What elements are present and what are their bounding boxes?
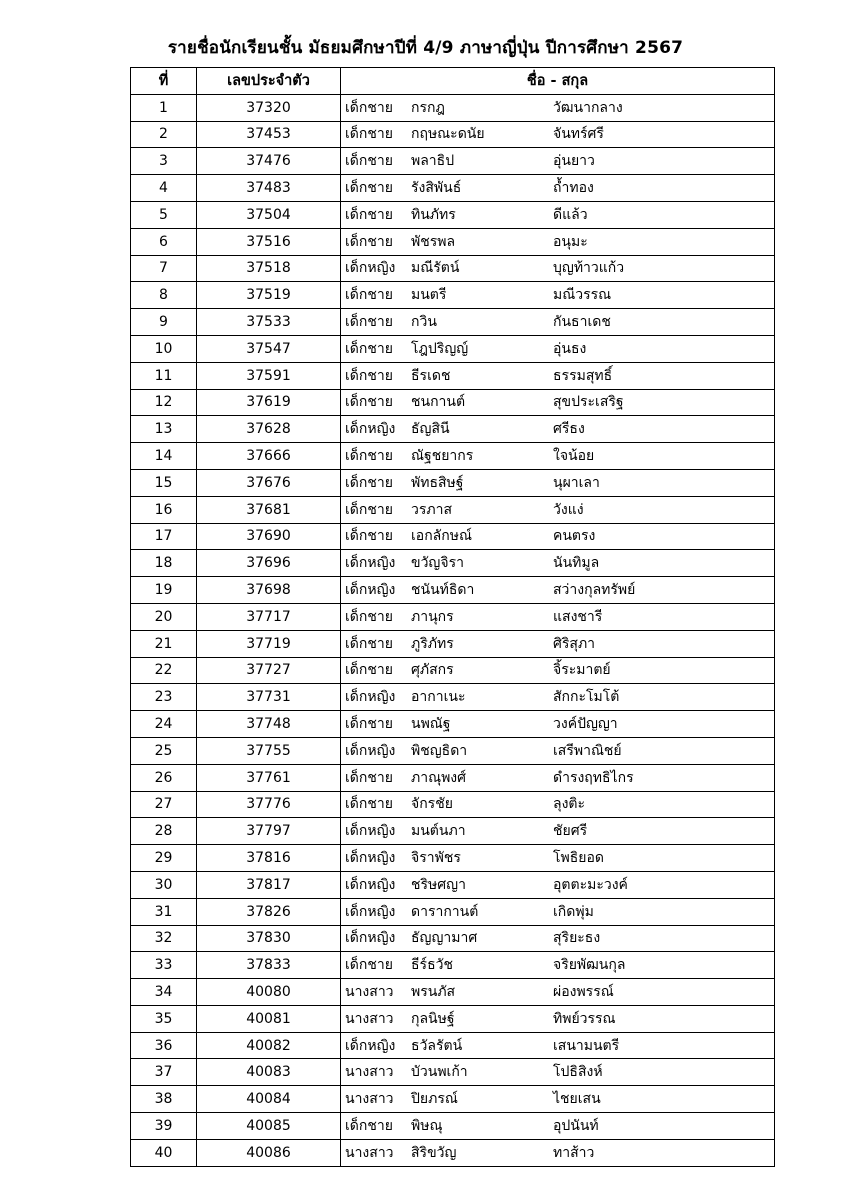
- table-row: [131, 94, 775, 121]
- student-id: 37830: [197, 925, 341, 952]
- name-prefix: เด็กชาย: [345, 474, 393, 491]
- last-name: โปธิสิงห์: [553, 1064, 603, 1081]
- row-number: 20: [131, 603, 197, 630]
- row-number: 22: [131, 657, 197, 684]
- student-full-name: [341, 1005, 775, 1032]
- table-row: [131, 630, 775, 657]
- table-row: [131, 845, 775, 872]
- row-number: 19: [131, 577, 197, 604]
- row-number: 26: [131, 764, 197, 791]
- row-number: 36: [131, 1032, 197, 1059]
- student-id: 37776: [197, 791, 341, 818]
- name-prefix: เด็กชาย: [345, 99, 393, 116]
- first-name: ธีรเดช: [411, 367, 451, 384]
- student-full-name: [341, 898, 775, 925]
- table-row: [131, 898, 775, 925]
- student-id: 37826: [197, 898, 341, 925]
- row-number: 13: [131, 416, 197, 443]
- student-id: 37666: [197, 443, 341, 470]
- last-name: ทิพย์วรรณ: [553, 1010, 616, 1027]
- student-full-name: [341, 603, 775, 630]
- student-full-name: [341, 871, 775, 898]
- first-name: อากาเนะ: [411, 689, 466, 706]
- table-row: [131, 925, 775, 952]
- table-row: [131, 764, 775, 791]
- last-name: สุริยะธง: [553, 930, 601, 947]
- first-name: ภูริภัทร: [411, 635, 454, 652]
- name-prefix: เด็กชาย: [345, 662, 393, 679]
- student-id: 37755: [197, 737, 341, 764]
- row-number: 30: [131, 871, 197, 898]
- last-name: วังแง่: [553, 501, 584, 518]
- last-name: อนุมะ: [553, 233, 588, 250]
- first-name: มนตรี: [411, 287, 447, 304]
- name-prefix: เด็กหญิง: [345, 582, 396, 599]
- name-prefix: นางสาว: [345, 1091, 394, 1108]
- first-name: ธวัลรัตน์: [411, 1037, 463, 1054]
- name-prefix: เด็กชาย: [345, 501, 393, 518]
- student-id: 37817: [197, 871, 341, 898]
- row-number: 7: [131, 255, 197, 282]
- table-row: [131, 309, 775, 336]
- table-row: [131, 523, 775, 550]
- first-name: พิชญธิดา: [411, 742, 468, 759]
- student-id: 37453: [197, 121, 341, 148]
- student-id: 37761: [197, 764, 341, 791]
- first-name: ปิยภรณ์: [411, 1091, 458, 1108]
- student-full-name: [341, 657, 775, 684]
- row-number: 5: [131, 201, 197, 228]
- first-name: จิราพัชร: [411, 850, 461, 866]
- table-row: [131, 952, 775, 979]
- last-name: ดีแล้ว: [553, 206, 588, 223]
- student-full-name: [341, 282, 775, 309]
- student-full-name: [341, 496, 775, 523]
- table-row: [131, 469, 775, 496]
- name-prefix: เด็กชาย: [345, 394, 393, 411]
- table-row: [131, 1113, 775, 1140]
- student-id: 37696: [197, 550, 341, 577]
- student-full-name: [341, 523, 775, 550]
- table-row: [131, 1059, 775, 1086]
- name-prefix: เด็กชาย: [345, 716, 393, 733]
- name-prefix: เด็กชาย: [345, 957, 393, 974]
- name-prefix: เด็กชาย: [345, 287, 393, 304]
- row-number: 39: [131, 1113, 197, 1140]
- name-prefix: เด็กชาย: [345, 340, 393, 357]
- first-name: ณัฐชยากร: [411, 448, 474, 465]
- name-prefix: เด็กชาย: [345, 126, 393, 143]
- last-name: คนตรง: [553, 528, 596, 545]
- last-name: โพธิยอด: [553, 850, 604, 866]
- name-prefix: เด็กหญิง: [345, 876, 396, 893]
- first-name: ขวัญจิรา: [411, 555, 464, 572]
- name-prefix: นางสาว: [345, 1010, 394, 1027]
- student-id: 37719: [197, 630, 341, 657]
- row-number: 31: [131, 898, 197, 925]
- first-name: ธัญญามาศ: [411, 930, 478, 947]
- row-number: 21: [131, 630, 197, 657]
- row-number: 24: [131, 711, 197, 738]
- last-name: ทาส้าว: [553, 1144, 595, 1161]
- student-full-name: [341, 791, 775, 818]
- last-name: เสรีพาณิชย์: [553, 742, 622, 759]
- name-prefix: เด็กชาย: [345, 1117, 393, 1134]
- student-full-name: [341, 737, 775, 764]
- student-full-name: [341, 711, 775, 738]
- name-prefix: เด็กชาย: [345, 153, 393, 170]
- row-number: 23: [131, 684, 197, 711]
- name-prefix: เด็กหญิง: [345, 555, 396, 572]
- last-name: เสนามนตรี: [553, 1037, 620, 1054]
- student-id: 37483: [197, 175, 341, 202]
- last-name: อุตตะมะวงค์: [553, 876, 628, 893]
- table-row: [131, 1139, 775, 1166]
- table-row: [131, 684, 775, 711]
- table-row: [131, 1086, 775, 1113]
- first-name: ทินภัทร: [411, 206, 456, 223]
- student-id: 37504: [197, 201, 341, 228]
- table-row: [131, 121, 775, 148]
- last-name: ไชยเสน: [553, 1091, 601, 1108]
- first-name: พัชรพล: [411, 233, 456, 250]
- last-name: สักกะโมโต้: [553, 689, 620, 706]
- first-name: บัวนพเก้า: [411, 1064, 468, 1081]
- last-name: ผ่องพรรณ์: [553, 983, 614, 1000]
- student-full-name: [341, 684, 775, 711]
- name-prefix: นางสาว: [345, 983, 394, 1000]
- row-number: 29: [131, 845, 197, 872]
- table-row: [131, 443, 775, 470]
- last-name: ลุงติะ: [553, 796, 586, 813]
- first-name: วรภาส: [411, 501, 453, 518]
- last-name: ธรรมสุทธิ์: [553, 367, 613, 384]
- student-id: 37731: [197, 684, 341, 711]
- last-name: สว่างกุลทรัพย์: [553, 582, 636, 599]
- student-id: 37628: [197, 416, 341, 443]
- first-name: พัทธสิษฐ์: [411, 474, 464, 491]
- student-full-name: [341, 1086, 775, 1113]
- student-id: 37681: [197, 496, 341, 523]
- table-row: [131, 228, 775, 255]
- last-name: อุ่นยาว: [553, 153, 595, 170]
- last-name: ถ้ำทอง: [553, 180, 594, 197]
- row-number: 33: [131, 952, 197, 979]
- last-name: บุญท้าวแก้ว: [553, 260, 625, 277]
- first-name: กุลนิษฐ์: [411, 1010, 455, 1027]
- student-id: 40086: [197, 1139, 341, 1166]
- row-number: 18: [131, 550, 197, 577]
- row-number: 3: [131, 148, 197, 175]
- student-full-name: [341, 228, 775, 255]
- last-name: ศิริสุภา: [553, 635, 596, 652]
- student-full-name: [341, 630, 775, 657]
- student-full-name: [341, 818, 775, 845]
- name-prefix: เด็กชาย: [345, 528, 393, 545]
- row-number: 6: [131, 228, 197, 255]
- student-id: 37698: [197, 577, 341, 604]
- first-name: กฤษณะดนัย: [411, 126, 485, 143]
- first-name: ดารากานต์: [411, 903, 479, 920]
- name-prefix: เด็กชาย: [345, 448, 393, 465]
- student-id: 37476: [197, 148, 341, 175]
- student-id: 40085: [197, 1113, 341, 1140]
- row-number: 12: [131, 389, 197, 416]
- student-full-name: [341, 362, 775, 389]
- row-number: 9: [131, 309, 197, 336]
- last-name: ศรีธง: [553, 421, 585, 438]
- first-name: ภาณุพงศ์: [411, 769, 467, 786]
- student-full-name: [341, 121, 775, 148]
- first-name: มณีรัตน์: [411, 260, 460, 277]
- row-number: 27: [131, 791, 197, 818]
- first-name: ชนกานต์: [411, 394, 466, 411]
- first-name: มนต์นภา: [411, 823, 466, 840]
- column-header-student-id: เลขประจำตัว: [197, 68, 341, 95]
- document-title: รายชื่อนักเรียนชั้น มัธยมศึกษาปีที่ 4/9 ภาษาญี่ปุ่น ปีการศึกษา 2567: [167, 38, 684, 58]
- last-name: อุปนันท์: [553, 1117, 599, 1134]
- student-full-name: [341, 469, 775, 496]
- student-full-name: [341, 443, 775, 470]
- student-id: 40080: [197, 979, 341, 1006]
- student-full-name: [341, 389, 775, 416]
- first-name: ศุภัสกร: [411, 662, 454, 679]
- last-name: จันทร์ศรี: [553, 126, 604, 143]
- student-id: 37619: [197, 389, 341, 416]
- table-row: [131, 871, 775, 898]
- row-number: 1: [131, 94, 197, 121]
- first-name: กวิน: [411, 314, 437, 331]
- student-full-name: [341, 550, 775, 577]
- table-row: [131, 175, 775, 202]
- table-row: [131, 550, 775, 577]
- row-number: 16: [131, 496, 197, 523]
- last-name: ดำรงฤทธิไกร: [553, 769, 634, 786]
- name-prefix: เด็กชาย: [345, 796, 393, 813]
- row-number: 10: [131, 335, 197, 362]
- student-id: 40082: [197, 1032, 341, 1059]
- student-full-name: [341, 925, 775, 952]
- row-number: 4: [131, 175, 197, 202]
- student-full-name: [341, 845, 775, 872]
- row-number: 40: [131, 1139, 197, 1166]
- student-id: 37717: [197, 603, 341, 630]
- student-id: 37519: [197, 282, 341, 309]
- name-prefix: เด็กหญิง: [345, 421, 396, 438]
- table-body: [131, 94, 775, 1166]
- row-number: 25: [131, 737, 197, 764]
- table-row: [131, 577, 775, 604]
- student-full-name: [341, 1113, 775, 1140]
- name-prefix: เด็กหญิง: [345, 260, 396, 277]
- student-full-name: [341, 979, 775, 1006]
- student-id: 37833: [197, 952, 341, 979]
- name-prefix: เด็กหญิง: [345, 689, 396, 706]
- last-name: นุผาเลา: [553, 474, 600, 491]
- student-full-name: [341, 764, 775, 791]
- name-prefix: เด็กชาย: [345, 769, 393, 786]
- last-name: อุ่นธง: [553, 340, 587, 357]
- first-name: เอกลักษณ์: [411, 528, 472, 545]
- table-row: [131, 737, 775, 764]
- student-id: 37518: [197, 255, 341, 282]
- table-row: [131, 711, 775, 738]
- name-prefix: เด็กชาย: [345, 180, 393, 197]
- name-prefix: เด็กหญิง: [345, 930, 396, 947]
- student-full-name: [341, 577, 775, 604]
- student-id: 37547: [197, 335, 341, 362]
- table-header-row: [131, 68, 775, 95]
- student-id: 37690: [197, 523, 341, 550]
- last-name: วัฒนากลาง: [553, 99, 623, 116]
- name-prefix: นางสาว: [345, 1144, 394, 1161]
- student-id: 37816: [197, 845, 341, 872]
- last-name: ชัยศรี: [553, 823, 588, 840]
- student-id: 37516: [197, 228, 341, 255]
- student-full-name: [341, 255, 775, 282]
- row-number: 11: [131, 362, 197, 389]
- last-name: มณีวรรณ: [553, 287, 612, 304]
- table-row: [131, 603, 775, 630]
- student-full-name: [341, 309, 775, 336]
- table-row: [131, 389, 775, 416]
- name-prefix: เด็กหญิง: [345, 850, 396, 866]
- first-name: ชนันท์ธิดา: [411, 582, 475, 599]
- first-name: จักรชัย: [411, 796, 453, 813]
- row-number: 28: [131, 818, 197, 845]
- table-row: [131, 979, 775, 1006]
- name-prefix: นางสาว: [345, 1064, 394, 1081]
- student-id: 37320: [197, 94, 341, 121]
- table-row: [131, 148, 775, 175]
- row-number: 34: [131, 979, 197, 1006]
- name-prefix: เด็กหญิง: [345, 742, 396, 759]
- table-row: [131, 416, 775, 443]
- last-name: สุขประเสริฐ: [553, 394, 624, 411]
- first-name: พิษณุ: [411, 1117, 443, 1134]
- row-number: 37: [131, 1059, 197, 1086]
- first-name: ภานุกร: [411, 608, 454, 625]
- student-full-name: [341, 416, 775, 443]
- column-header-no: ที่: [131, 68, 197, 95]
- last-name: กันธาเดช: [553, 314, 611, 331]
- student-id: 37727: [197, 657, 341, 684]
- student-full-name: [341, 1139, 775, 1166]
- last-name: เกิดพุ่ม: [553, 903, 594, 920]
- table-row: [131, 1005, 775, 1032]
- last-name: ใจน้อย: [553, 448, 595, 465]
- student-full-name: [341, 94, 775, 121]
- first-name: พรนภัส: [411, 983, 456, 1000]
- first-name: ธัญสินี: [411, 421, 450, 438]
- first-name: ธีร์ธวัช: [411, 957, 453, 974]
- row-number: 2: [131, 121, 197, 148]
- student-roster-table: [130, 67, 775, 1167]
- row-number: 15: [131, 469, 197, 496]
- row-number: 38: [131, 1086, 197, 1113]
- student-id: 40081: [197, 1005, 341, 1032]
- first-name: พลาธิป: [411, 153, 455, 170]
- name-prefix: เด็กหญิง: [345, 823, 396, 840]
- last-name: แสงชารี: [553, 608, 603, 625]
- row-number: 35: [131, 1005, 197, 1032]
- row-number: 14: [131, 443, 197, 470]
- last-name: วงค์ปัญญา: [553, 716, 618, 733]
- table-row: [131, 791, 775, 818]
- name-prefix: เด็กชาย: [345, 233, 393, 250]
- name-prefix: เด็กชาย: [345, 367, 393, 384]
- first-name: รังสิพันธ์: [411, 180, 462, 197]
- student-full-name: [341, 952, 775, 979]
- student-full-name: [341, 1032, 775, 1059]
- table-row: [131, 818, 775, 845]
- table-row: [131, 496, 775, 523]
- student-id: 37797: [197, 818, 341, 845]
- last-name: จริยพัฒนกุล: [553, 957, 626, 974]
- row-number: 8: [131, 282, 197, 309]
- student-id: 37591: [197, 362, 341, 389]
- table-row: [131, 201, 775, 228]
- table-row: [131, 1032, 775, 1059]
- name-prefix: เด็กหญิง: [345, 1037, 396, 1054]
- name-prefix: เด็กชาย: [345, 314, 393, 331]
- table-row: [131, 255, 775, 282]
- table-row: [131, 282, 775, 309]
- first-name: โฎปริญญ์: [411, 340, 469, 357]
- student-full-name: [341, 148, 775, 175]
- student-full-name: [341, 175, 775, 202]
- last-name: จิ้ระมาตย์: [553, 662, 611, 679]
- name-prefix: เด็กชาย: [345, 635, 393, 652]
- student-full-name: [341, 1059, 775, 1086]
- student-id: 37533: [197, 309, 341, 336]
- column-header-full-name: ชื่อ - สกุล: [341, 68, 775, 95]
- first-name: กรกฎ: [411, 99, 445, 116]
- table-row: [131, 335, 775, 362]
- row-number: 32: [131, 925, 197, 952]
- student-full-name: [341, 335, 775, 362]
- row-number: 17: [131, 523, 197, 550]
- student-id: 37748: [197, 711, 341, 738]
- first-name: ชริษศญา: [411, 876, 466, 893]
- first-name: นพณัฐ: [411, 716, 451, 733]
- first-name: สิริขวัญ: [411, 1144, 457, 1161]
- student-id: 40084: [197, 1086, 341, 1113]
- name-prefix: เด็กชาย: [345, 206, 393, 223]
- student-id: 40083: [197, 1059, 341, 1086]
- name-prefix: เด็กหญิง: [345, 903, 396, 920]
- table-row: [131, 362, 775, 389]
- last-name: นันทิมูล: [553, 555, 600, 572]
- table-row: [131, 657, 775, 684]
- name-prefix: เด็กชาย: [345, 608, 393, 625]
- student-id: 37676: [197, 469, 341, 496]
- student-full-name: [341, 201, 775, 228]
